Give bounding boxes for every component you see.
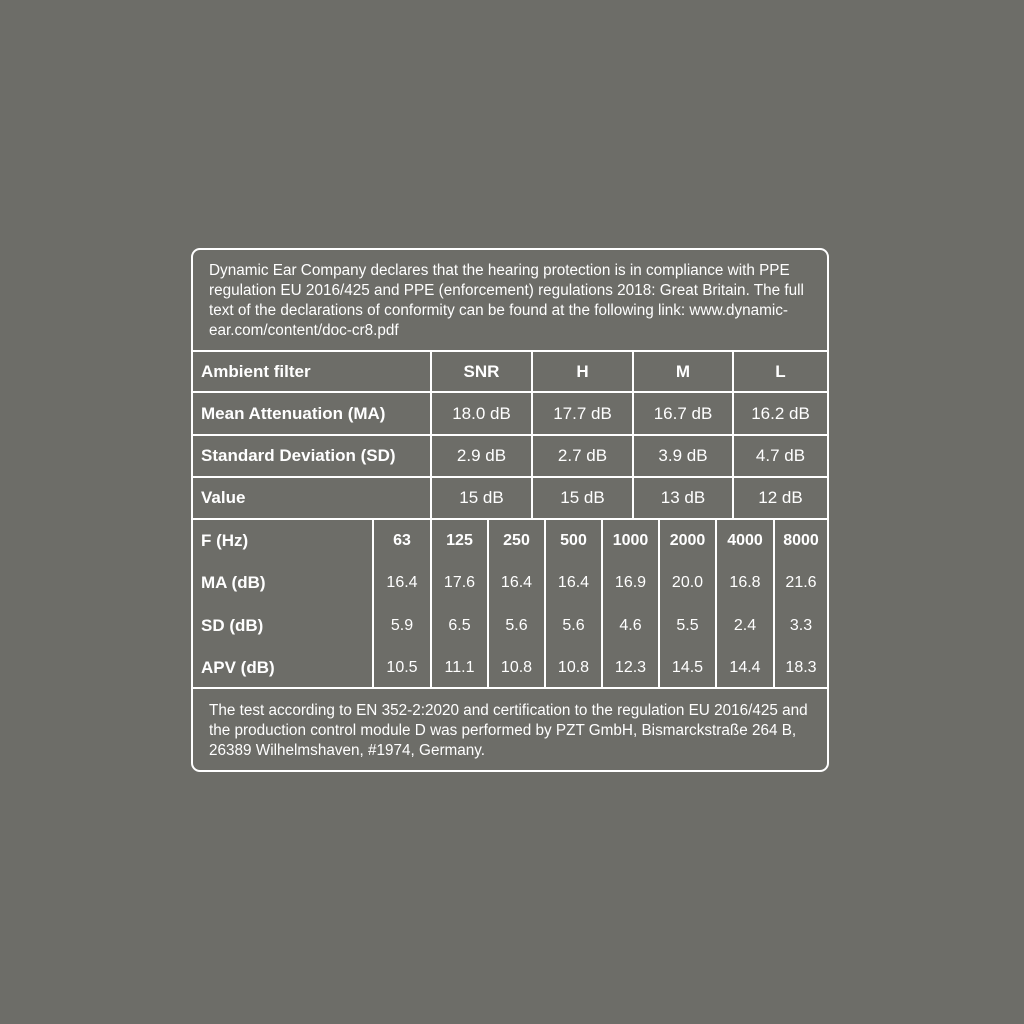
row-label: Ambient filter xyxy=(201,361,311,381)
table-cell: M xyxy=(675,361,691,381)
row-label: Mean Attenuation (MA) xyxy=(201,403,386,423)
table-cell: 4.7 dB xyxy=(755,446,806,465)
table-cell: 2.4 xyxy=(733,616,757,634)
table-cell: 17.6 xyxy=(443,574,476,591)
table-cell: 4.6 xyxy=(619,616,642,634)
table-cell: 16.4 xyxy=(557,574,590,591)
certification-text: The test according to EN 352-2:2020 and certification to the regulation EU 2016/425 and the production control module D was performed by PZT GmbH, Bismarckstraße 264 B, 26389 Wilhelmshaven, #1974, Germany. xyxy=(209,702,808,759)
table-cell: 4000 xyxy=(727,531,763,549)
table-cell: 12.3 xyxy=(614,658,647,676)
table-cell: 8000 xyxy=(783,531,819,549)
table-rule xyxy=(193,687,827,689)
table-cell: 125 xyxy=(446,531,473,549)
table-cell: 20.0 xyxy=(671,574,704,591)
declaration-text: Dynamic Ear Company declares that the hearing protection is in compliance with PPE regulation EU 2016/425 and PPE (enforcement) regulations 2018: Great Britain. The full text of the declarations of conformity can be found at the following link: www.dynamic-ear.com/content/doc-cr8.pdf xyxy=(209,262,804,339)
table-cell: 14.5 xyxy=(671,658,704,676)
conformity-label xyxy=(191,248,829,772)
table-cell: 10.8 xyxy=(500,658,533,676)
table-cell: 2000 xyxy=(669,531,706,549)
table-cell: 15 dB xyxy=(560,488,605,507)
table-cell: 16.4 xyxy=(500,574,533,591)
table-cell: 5.5 xyxy=(676,616,699,634)
table-cell: 16.9 xyxy=(614,574,647,591)
table-cell: 16.2 dB xyxy=(751,403,810,423)
table-cell: 5.9 xyxy=(390,616,414,634)
row-label: SD (dB) xyxy=(201,615,264,635)
table-cell: 18.3 xyxy=(785,658,817,676)
table-cell: 1000 xyxy=(612,531,649,549)
table-cell: 14.4 xyxy=(729,658,761,676)
table-cell: 21.6 xyxy=(785,574,817,591)
row-label: Standard Deviation (SD) xyxy=(201,446,396,465)
table-cell: 16.7 dB xyxy=(653,403,713,423)
table-cell: 3.9 dB xyxy=(658,446,708,465)
table-cell: H xyxy=(576,361,589,381)
table-cell: 13 dB xyxy=(660,488,706,507)
table-cell: L xyxy=(775,361,786,381)
row-label: MA (dB) xyxy=(201,573,266,592)
row-label: Value xyxy=(201,488,246,507)
table-cell: SNR xyxy=(463,361,500,381)
table-cell: 15 dB xyxy=(459,488,504,507)
table-cell: 3.3 xyxy=(789,616,813,634)
table-cell: 10.8 xyxy=(557,658,590,676)
table-cell: 63 xyxy=(393,531,411,549)
table-cell: 2.7 dB xyxy=(557,446,608,465)
table-cell: 12 dB xyxy=(758,488,803,507)
table-cell: 17.7 dB xyxy=(553,403,612,423)
table-cell: 500 xyxy=(560,531,587,549)
table-cell: 5.6 xyxy=(562,616,585,634)
table-cell: 16.4 xyxy=(386,574,418,591)
table-cell: 5.6 xyxy=(505,616,528,634)
row-label: F (Hz) xyxy=(201,530,249,550)
table-cell: 250 xyxy=(503,531,530,549)
table-cell: 6.5 xyxy=(448,616,471,634)
table-cell: 18.0 dB xyxy=(452,403,511,423)
table-cell: 2.9 dB xyxy=(456,446,507,465)
table-cell: 11.1 xyxy=(444,658,475,676)
table-cell: 16.8 xyxy=(729,574,761,591)
row-label: APV (dB) xyxy=(201,657,275,677)
table-cell: 10.5 xyxy=(386,658,418,676)
